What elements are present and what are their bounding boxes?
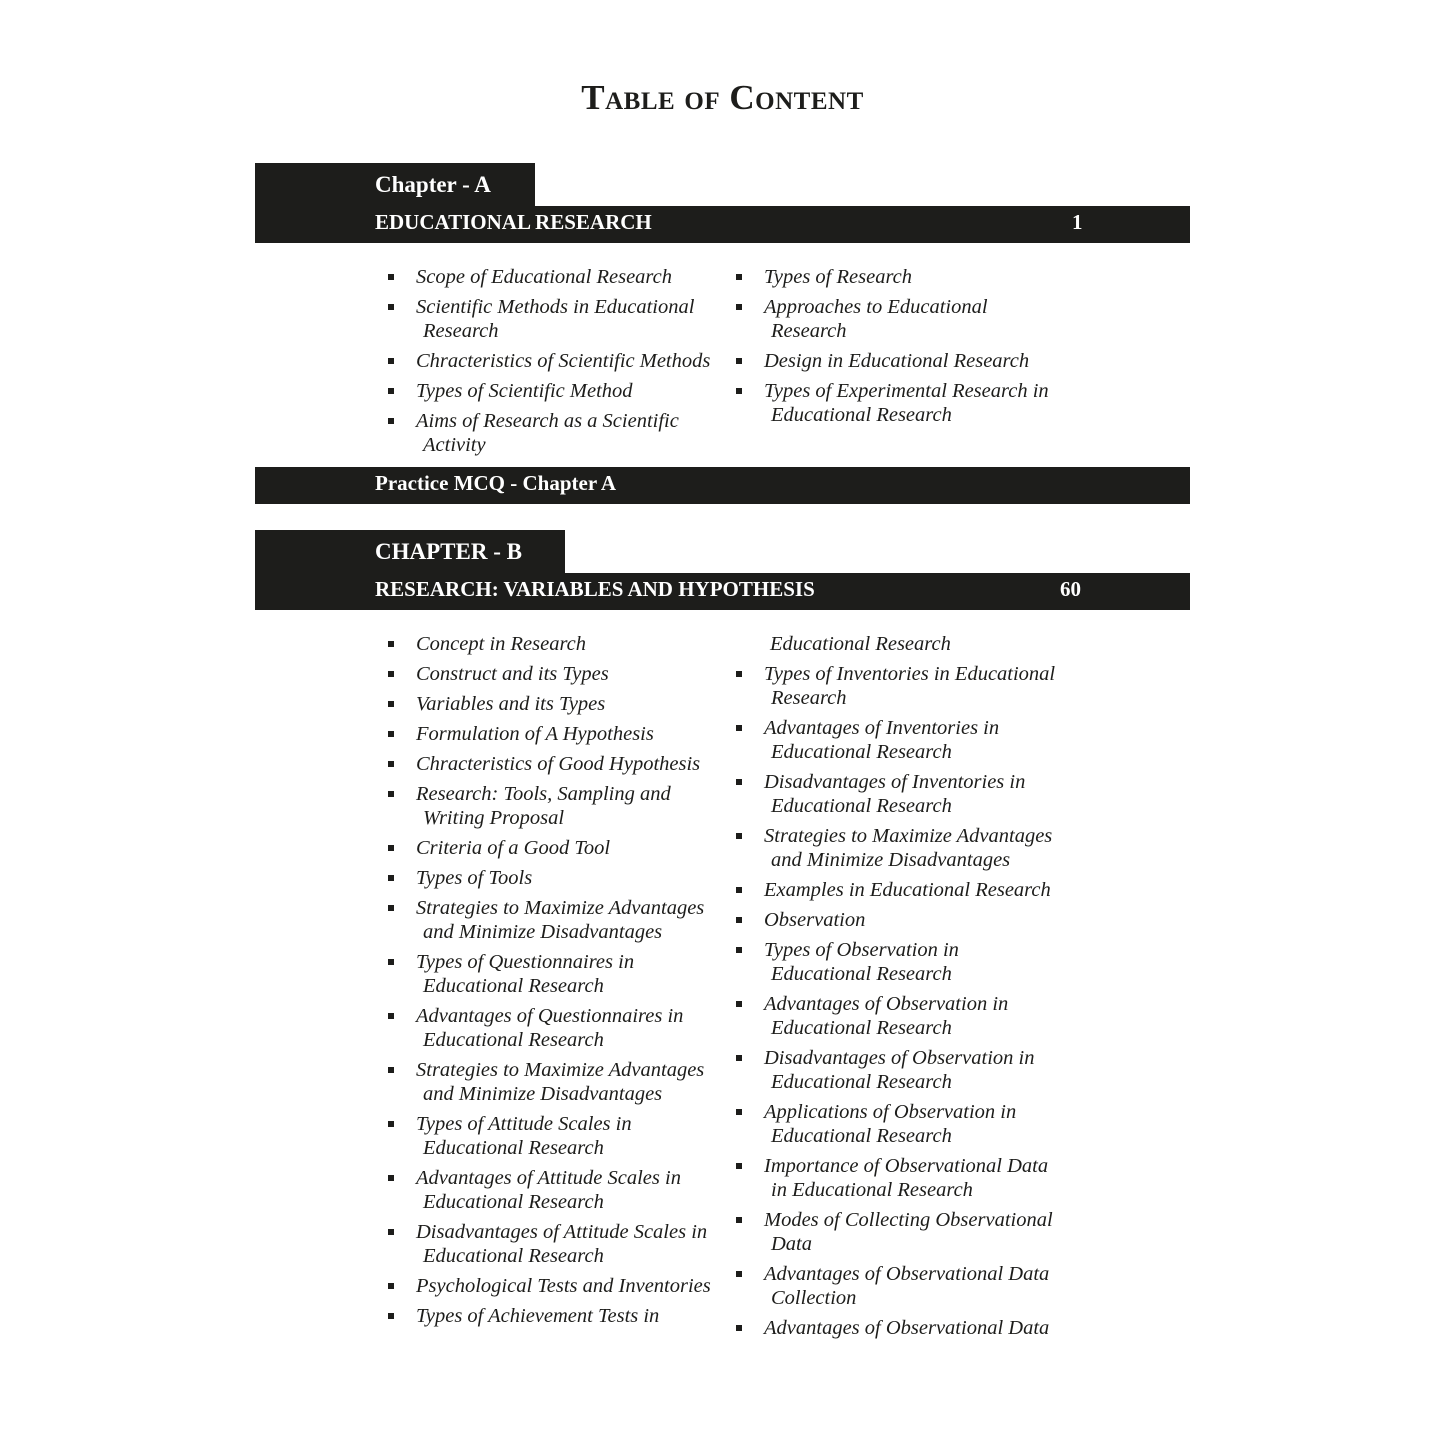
bullet-icon bbox=[736, 887, 742, 893]
list-item bbox=[736, 824, 1076, 872]
list-item-text: Importance of Observational Data bbox=[764, 1155, 1049, 1177]
bullet-icon bbox=[388, 701, 394, 707]
list-item-text: Scientific Methods in Educational bbox=[416, 296, 695, 318]
bullet-icon bbox=[388, 388, 394, 394]
list-item bbox=[388, 752, 728, 776]
list-item-text: Design in Educational Research bbox=[764, 350, 1030, 372]
list-item bbox=[736, 295, 1076, 343]
bullet-icon bbox=[736, 833, 742, 839]
list-item-text: Strategies to Maximize Advantages bbox=[764, 825, 1053, 847]
list-item-text: Types of Achievement Tests in bbox=[416, 1305, 660, 1327]
bullet-icon bbox=[736, 1217, 742, 1223]
chapter-b-topics-right bbox=[736, 662, 1076, 1346]
bullet-icon bbox=[388, 791, 394, 797]
list-item-text: Psychological Tests and Inventories bbox=[416, 1275, 711, 1297]
list-item-text: Advantages of Observational Data bbox=[764, 1317, 1050, 1339]
list-item-text: Strategies to Maximize Advantages bbox=[416, 1059, 705, 1081]
bullet-icon bbox=[736, 725, 742, 731]
list-item-text: Types of Experimental Research in bbox=[764, 380, 1049, 402]
list-item bbox=[736, 1100, 1076, 1148]
bullet-icon bbox=[736, 388, 742, 394]
list-item-text: Examples in Educational Research bbox=[764, 879, 1051, 901]
bullet-icon bbox=[388, 1013, 394, 1019]
bullet-icon bbox=[388, 959, 394, 965]
list-item-text: Data bbox=[771, 1233, 812, 1255]
bullet-icon bbox=[736, 1109, 742, 1115]
list-item-text: Aims of Research as a Scientific bbox=[416, 410, 679, 432]
bullet-icon bbox=[388, 875, 394, 881]
bullet-icon bbox=[736, 947, 742, 953]
list-item bbox=[388, 409, 728, 457]
list-item bbox=[736, 908, 1076, 932]
list-item-text: Advantages of Inventories in bbox=[764, 717, 1000, 739]
bullet-icon bbox=[388, 845, 394, 851]
list-item bbox=[388, 1004, 728, 1052]
chapter-b-continued-item: Educational Research bbox=[770, 633, 951, 655]
chapter-a-topics-right bbox=[736, 265, 1076, 433]
list-item-text: Types of Questionnaires in bbox=[416, 951, 635, 973]
list-item-text: Chracteristics of Good Hypothesis bbox=[416, 753, 701, 775]
list-item bbox=[388, 1112, 728, 1160]
chapter-a-page-number: 1 bbox=[1072, 210, 1083, 234]
list-item-text: Types of Research bbox=[764, 266, 913, 288]
bullet-icon bbox=[388, 1067, 394, 1073]
bullet-icon bbox=[388, 761, 394, 767]
bullet-icon bbox=[388, 1175, 394, 1181]
list-item bbox=[736, 938, 1076, 986]
list-item-text: Advantages of Attitude Scales in bbox=[416, 1167, 681, 1189]
chapter-b-label: CHAPTER - B bbox=[375, 539, 522, 564]
list-item-text: Research bbox=[771, 320, 847, 342]
list-item bbox=[736, 1046, 1076, 1094]
list-item bbox=[388, 866, 728, 890]
list-item-text: Variables and its Types bbox=[416, 693, 606, 715]
list-item-text: Advantages of Questionnaires in bbox=[416, 1005, 684, 1027]
list-item-text: Types of Observation in bbox=[764, 939, 959, 961]
list-item bbox=[388, 1058, 728, 1106]
list-item bbox=[388, 1220, 728, 1268]
list-item-text: in Educational Research bbox=[771, 1179, 973, 1201]
list-item bbox=[736, 878, 1076, 902]
list-item bbox=[388, 1166, 728, 1214]
bullet-icon bbox=[736, 304, 742, 310]
list-item bbox=[388, 662, 728, 686]
list-item bbox=[388, 349, 728, 373]
chapter-a-title: EDUCATIONAL RESEARCH bbox=[375, 210, 652, 234]
list-item-text: Educational Research bbox=[771, 795, 952, 817]
list-item-text: and Minimize Disadvantages bbox=[423, 921, 663, 943]
page-title: Table of Content bbox=[581, 78, 864, 117]
list-item-text: Activity bbox=[423, 434, 486, 456]
list-item-text: Types of Attitude Scales in bbox=[416, 1113, 632, 1135]
list-item bbox=[736, 1316, 1076, 1340]
list-item bbox=[388, 896, 728, 944]
list-item-text: Scope of Educational Research bbox=[416, 266, 672, 288]
list-item bbox=[388, 632, 728, 656]
bullet-icon bbox=[388, 418, 394, 424]
list-item-text: Approaches to Educational bbox=[764, 296, 988, 318]
bullet-icon bbox=[736, 358, 742, 364]
list-item bbox=[736, 379, 1076, 427]
list-item-text: Educational Research bbox=[423, 1029, 604, 1051]
list-item-text: Applications of Observation in bbox=[764, 1101, 1017, 1123]
chapter-a-label: Chapter - A bbox=[375, 172, 491, 197]
list-item-text: Criteria of a Good Tool bbox=[416, 837, 611, 859]
bullet-icon bbox=[388, 671, 394, 677]
list-item-text: Research bbox=[771, 687, 847, 709]
list-item bbox=[388, 836, 728, 860]
list-item-text: Types of Tools bbox=[416, 867, 533, 889]
bullet-icon bbox=[736, 1163, 742, 1169]
list-item bbox=[736, 1208, 1076, 1256]
list-item-text: Advantages of Observational Data bbox=[764, 1263, 1050, 1285]
list-item-text: Research bbox=[423, 320, 499, 342]
list-item-text: Educational Research bbox=[423, 1245, 604, 1267]
list-item-text: Observation bbox=[764, 909, 866, 931]
list-item-text: Educational Research bbox=[771, 1071, 952, 1093]
list-item bbox=[388, 782, 728, 830]
practice-mcq-label: Practice MCQ - Chapter A bbox=[375, 471, 617, 495]
list-item bbox=[736, 662, 1076, 710]
list-item bbox=[388, 692, 728, 716]
list-item-text: Disadvantages of Attitude Scales in bbox=[416, 1221, 708, 1243]
list-item bbox=[736, 349, 1076, 373]
list-item bbox=[388, 295, 728, 343]
list-item-text: and Minimize Disadvantages bbox=[771, 849, 1011, 871]
bullet-icon bbox=[736, 671, 742, 677]
list-item bbox=[736, 770, 1076, 818]
list-item bbox=[736, 1262, 1076, 1310]
list-item bbox=[388, 1274, 728, 1298]
list-item-text: Educational Research bbox=[771, 963, 952, 985]
bullet-icon bbox=[736, 1325, 742, 1331]
chapter-b-topics-left bbox=[388, 632, 728, 1334]
bullet-icon bbox=[388, 641, 394, 647]
list-item bbox=[388, 1304, 728, 1328]
bullet-icon bbox=[388, 1229, 394, 1235]
list-item-text: Writing Proposal bbox=[423, 807, 565, 829]
chapter-a-topics-left bbox=[388, 265, 728, 463]
list-item-text: Disadvantages of Inventories in bbox=[764, 771, 1026, 793]
bullet-icon bbox=[736, 779, 742, 785]
bullet-icon bbox=[388, 304, 394, 310]
list-item bbox=[736, 1154, 1076, 1202]
bullet-icon bbox=[736, 1001, 742, 1007]
list-item bbox=[388, 265, 728, 289]
bullet-icon bbox=[388, 1121, 394, 1127]
list-item bbox=[388, 950, 728, 998]
list-item-text: Types of Inventories in Educational bbox=[764, 663, 1056, 685]
list-item bbox=[736, 992, 1076, 1040]
list-item bbox=[388, 722, 728, 746]
list-item-text: Research: Tools, Sampling and bbox=[416, 783, 671, 805]
list-item-text: Types of Scientific Method bbox=[416, 380, 633, 402]
list-item bbox=[736, 265, 1076, 289]
list-item bbox=[388, 379, 728, 403]
bullet-icon bbox=[388, 905, 394, 911]
chapter-b-page-number: 60 bbox=[1060, 577, 1081, 601]
list-item-text: Educational Research bbox=[771, 741, 952, 763]
chapter-b-title: RESEARCH: VARIABLES AND HYPOTHESIS bbox=[375, 577, 815, 601]
bullet-icon bbox=[736, 1271, 742, 1277]
bullet-icon bbox=[388, 1283, 394, 1289]
list-item-text: Disadvantages of Observation in bbox=[764, 1047, 1035, 1069]
list-item-text: Educational Research bbox=[423, 975, 604, 997]
list-item-text: Educational Research bbox=[771, 404, 952, 426]
list-item-text: Strategies to Maximize Advantages bbox=[416, 897, 705, 919]
list-item-text: Chracteristics of Scientific Methods bbox=[416, 350, 711, 372]
bullet-icon bbox=[736, 917, 742, 923]
list-item-text: Concept in Research bbox=[416, 633, 587, 655]
list-item-text: Educational Research bbox=[423, 1137, 604, 1159]
list-item-text: Educational Research bbox=[423, 1191, 604, 1213]
list-item-text: Collection bbox=[771, 1287, 857, 1309]
bullet-icon bbox=[736, 274, 742, 280]
list-item-text: Educational Research bbox=[771, 1017, 952, 1039]
bullet-icon bbox=[736, 1055, 742, 1061]
list-item bbox=[736, 716, 1076, 764]
list-item-text: Educational Research bbox=[771, 1125, 952, 1147]
bullet-icon bbox=[388, 731, 394, 737]
bullet-icon bbox=[388, 1313, 394, 1319]
bullet-icon bbox=[388, 274, 394, 280]
list-item-text: Modes of Collecting Observational bbox=[764, 1209, 1053, 1231]
list-item-text: Construct and its Types bbox=[416, 663, 609, 685]
bullet-icon bbox=[388, 358, 394, 364]
list-item-text: Formulation of A Hypothesis bbox=[416, 723, 654, 745]
list-item-text: and Minimize Disadvantages bbox=[423, 1083, 663, 1105]
list-item-text: Advantages of Observation in bbox=[764, 993, 1009, 1015]
